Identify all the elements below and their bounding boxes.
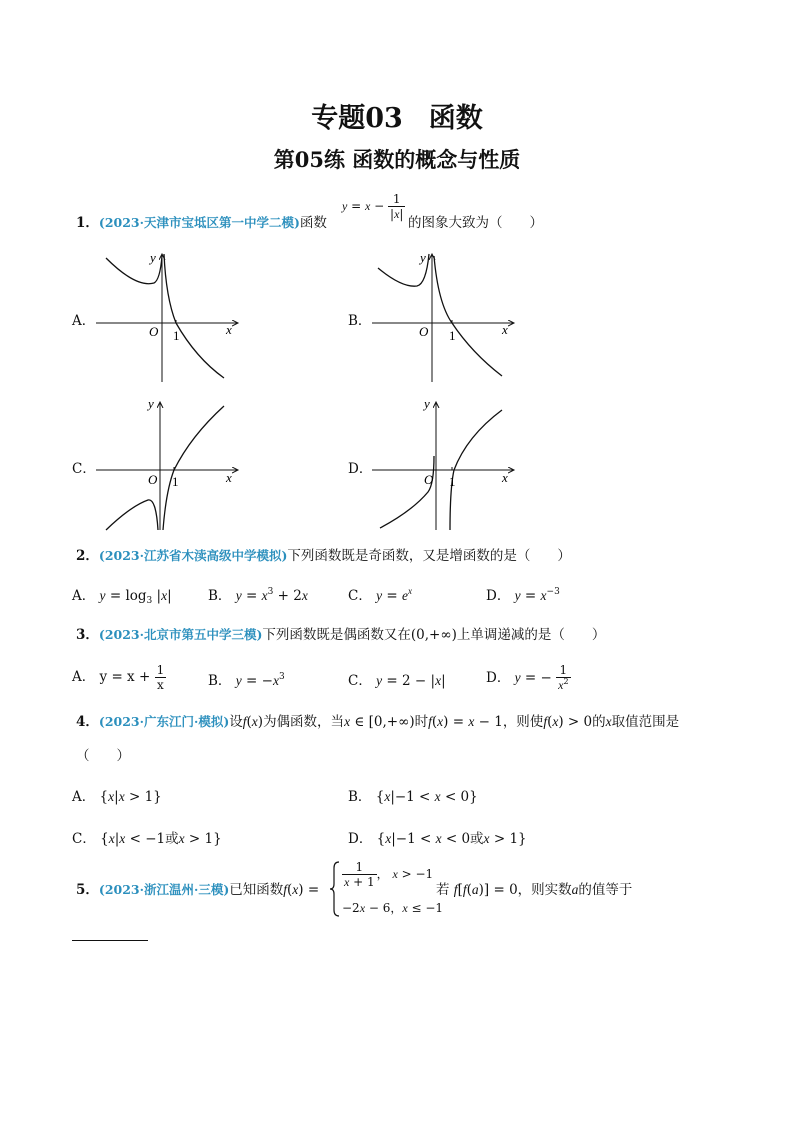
q1-option-b: B． xyxy=(348,313,372,329)
origin-label: O xyxy=(149,324,159,339)
y-label: y xyxy=(420,250,426,265)
question-text: 下列函数既是奇函数，又是增函数的是（ ） xyxy=(287,548,571,564)
question-2 xyxy=(76,546,571,566)
question-source: (2023·江苏省木渎高级中学模拟) xyxy=(98,548,288,563)
question-source: (2023·北京市第五中学三模) xyxy=(98,627,263,642)
tick-label: 1 xyxy=(172,474,179,489)
curve-left xyxy=(106,500,158,530)
q2-option-d: D． $y = x^{-3}$ xyxy=(486,587,560,604)
q3-option-d: D． y = − $\frac{1}{x^2}$ xyxy=(486,663,569,692)
question-text-tail: 上单调递减的是（ ） xyxy=(456,627,606,643)
q3-option-a: A． y = x + $\frac{1}{x}$ xyxy=(72,663,165,692)
q4-option-a: A． {x|x > 1} xyxy=(72,789,162,805)
q2-option-b: B． $y = x^3 + 2x$ xyxy=(208,587,308,604)
question-source: (2023·天津市宝坻区第一中学二模) xyxy=(98,215,300,230)
question-number: 4． xyxy=(76,714,99,730)
question-source: (2023·浙江温州·三模) xyxy=(98,882,230,897)
question-text: 下列函数既是偶函数又在 xyxy=(262,627,411,643)
y-label: y xyxy=(150,250,156,265)
q1-option-d: D． xyxy=(348,461,373,477)
question-4-line2: （ ） xyxy=(76,748,130,764)
origin-label: O xyxy=(424,472,434,487)
q4-option-b: B． {x|−1 < x < 0} xyxy=(348,789,478,805)
question-source: (2023·广东江门·模拟) xyxy=(98,714,230,729)
question-1 xyxy=(76,213,327,233)
x-label: x xyxy=(502,322,508,337)
page-subtitle: 第05练 函数的概念与性质 xyxy=(273,147,521,172)
q4-option-c: C． {x|x < −1或x > 1} xyxy=(72,831,222,847)
q2-option-a: A． $y = \log_3 |x|$ xyxy=(72,588,172,606)
question-3: 3．(2023·北京市第五中学三模)下列函数既是偶函数又在(0,+∞)上单调递减的是（ ） xyxy=(76,627,606,643)
q1-formula: y = x − $\frac{1}{|x|}$ xyxy=(342,192,404,221)
q4-option-d: D． {x|−1 < x < 0或x > 1} xyxy=(348,831,527,847)
question-number: 2． xyxy=(76,548,99,564)
answer-blank[interactable] xyxy=(72,940,148,941)
x-label: x xyxy=(502,470,508,485)
x-label: x xyxy=(226,470,232,485)
title-part2: 函数 xyxy=(428,103,483,134)
question-4: 4．(2023·广东江门·模拟)设f(x)为偶函数，当x ∈ [0,+∞)时f(x) = x − 1，则使f(x) > 0的x取值范围是 xyxy=(76,714,680,730)
curve-right xyxy=(164,254,224,378)
tick-label: 1 xyxy=(449,474,456,489)
q1-option-a: A． xyxy=(72,313,96,329)
tick-label: 1 xyxy=(449,328,456,343)
y-label: y xyxy=(424,396,430,411)
question-number: 1． xyxy=(76,215,99,231)
curve-left xyxy=(380,456,434,528)
graph-b xyxy=(372,248,522,383)
piecewise-case-2: −2x − 6，x ≤ −1 xyxy=(342,901,444,915)
q3-option-b: B． $y = -x^3$ xyxy=(208,672,285,689)
page-title xyxy=(0,96,794,135)
question-5-tail: 若 f[f(a)] = 0，则实数a的值等于 xyxy=(436,882,633,898)
q3-option-c: C． y = 2 − |x| xyxy=(348,673,446,689)
q1-option-c: C． xyxy=(72,461,96,477)
curve-right xyxy=(434,256,502,376)
graph-c xyxy=(96,396,246,531)
question-5: 5．(2023·浙江温州·三模)已知函数f(x) = xyxy=(76,882,320,898)
graph-a xyxy=(96,248,246,383)
question-text: 函数 xyxy=(299,215,327,231)
q2-option-c: C． $y = e^x$ xyxy=(348,586,413,604)
y-label: y xyxy=(148,396,154,411)
piecewise-brace xyxy=(328,860,342,918)
origin-label: O xyxy=(419,324,429,339)
x-label: x xyxy=(226,322,232,337)
title-part1: 专题03 xyxy=(311,103,403,134)
question-text-tail: 的图象大致为（ ） xyxy=(408,215,543,231)
graph-d xyxy=(372,396,522,531)
question-number: 3． xyxy=(76,627,99,643)
origin-label: O xyxy=(148,472,158,487)
question-number: 5． xyxy=(76,882,99,898)
tick-label: 1 xyxy=(173,328,180,343)
curve-right xyxy=(163,406,224,530)
piecewise-case-1: $\frac{1}{x + 1}$ ， x > −1 xyxy=(344,860,434,889)
